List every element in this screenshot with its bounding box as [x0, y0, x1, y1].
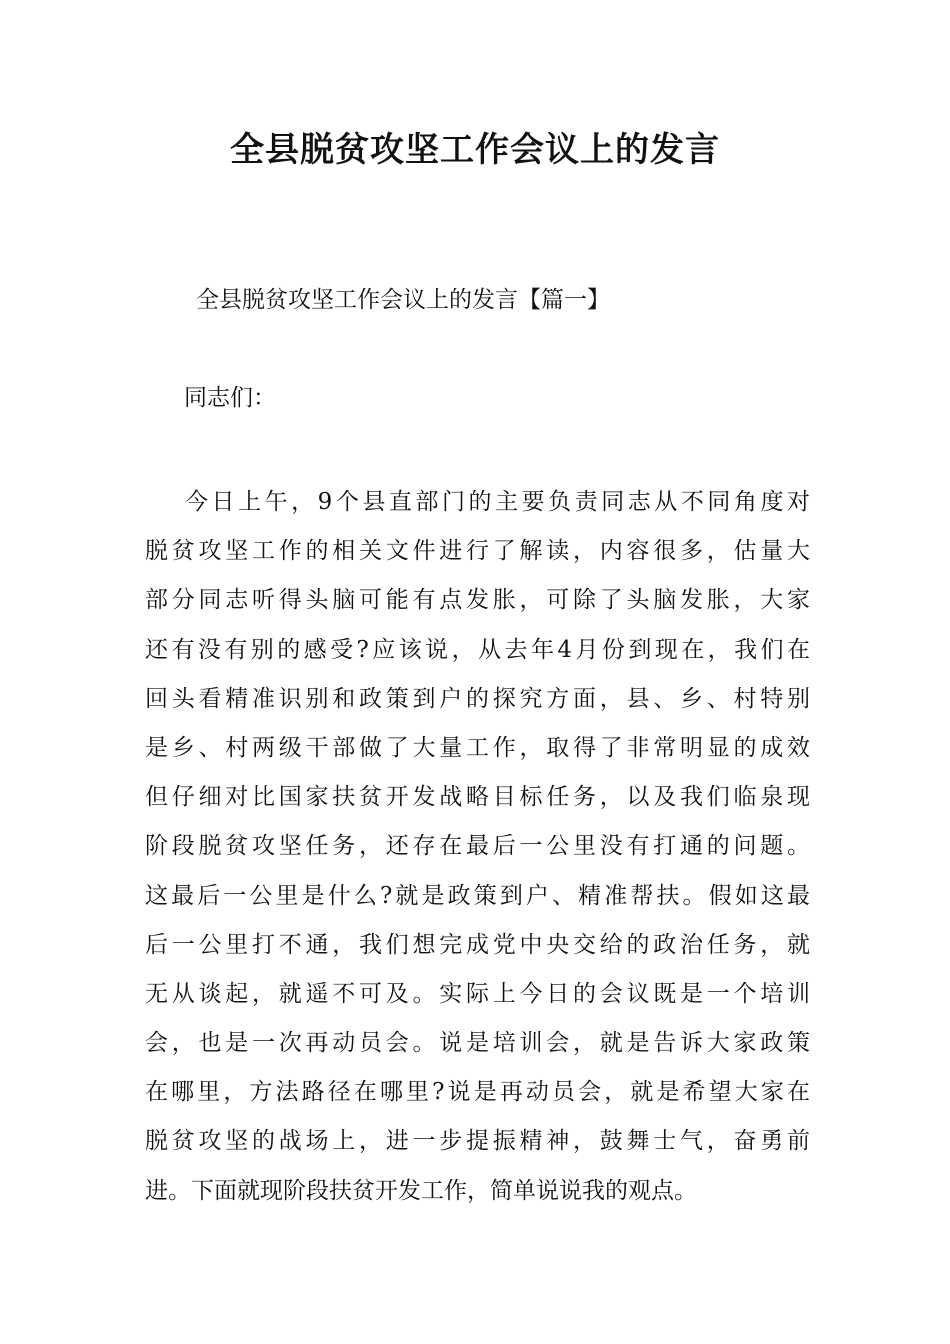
body-line: 阶段脱贫攻坚任务，还存在最后一公里没有打通的问题。: [145, 833, 810, 860]
body-line: 脱贫攻坚的战场上，进一步提振精神，鼓舞士气，奋勇前: [145, 1128, 810, 1155]
body-line: 回头看精准识别和政策到户的探究方面，县、乡、村特别: [145, 685, 810, 712]
body-line: 这最后一公里是什么?就是政策到户、精准帮扶。假如这最: [145, 882, 810, 909]
body-line: 在哪里，方法路径在哪里?说是再动员会，就是希望大家在: [145, 1079, 810, 1106]
body-line: 部分同志听得头脑可能有点发胀，可除了头脑发胀，大家: [145, 587, 810, 614]
body-line: 脱贫攻坚工作的相关文件进行了解读，内容很多，估量大: [145, 538, 810, 565]
body-line: 进。下面就现阶段扶贫开发工作，简单说说我的观点。: [145, 1177, 697, 1204]
body-line: 是乡、村两级干部做了大量工作，取得了非常明显的成效: [145, 734, 810, 761]
body-line: 后一公里打不通，我们想完成党中央交给的政治任务，就: [145, 931, 810, 958]
section-heading: 全县脱贫攻坚工作会议上的发言【篇一】: [196, 287, 610, 313]
body-line: 今日上午，9个县直部门的主要负责同志从不同角度对: [185, 489, 810, 515]
salutation: 同志们：: [184, 385, 276, 411]
body-line: 无从谈起，就遥不可及。实际上今日的会议既是一个培训: [145, 980, 810, 1007]
body-line: 还有没有别的感受?应该说，从去年4月份到现在，我们在: [145, 636, 810, 663]
body-line: 会，也是一次再动员会。说是培训会，就是告诉大家政策: [145, 1030, 810, 1057]
document-title: 全县脱贫攻坚工作会议上的发言: [230, 130, 720, 170]
body-line: 但仔细对比国家扶贫开发战略目标任务，以及我们临泉现: [145, 784, 810, 811]
body-paragraph: [145, 478, 810, 1216]
